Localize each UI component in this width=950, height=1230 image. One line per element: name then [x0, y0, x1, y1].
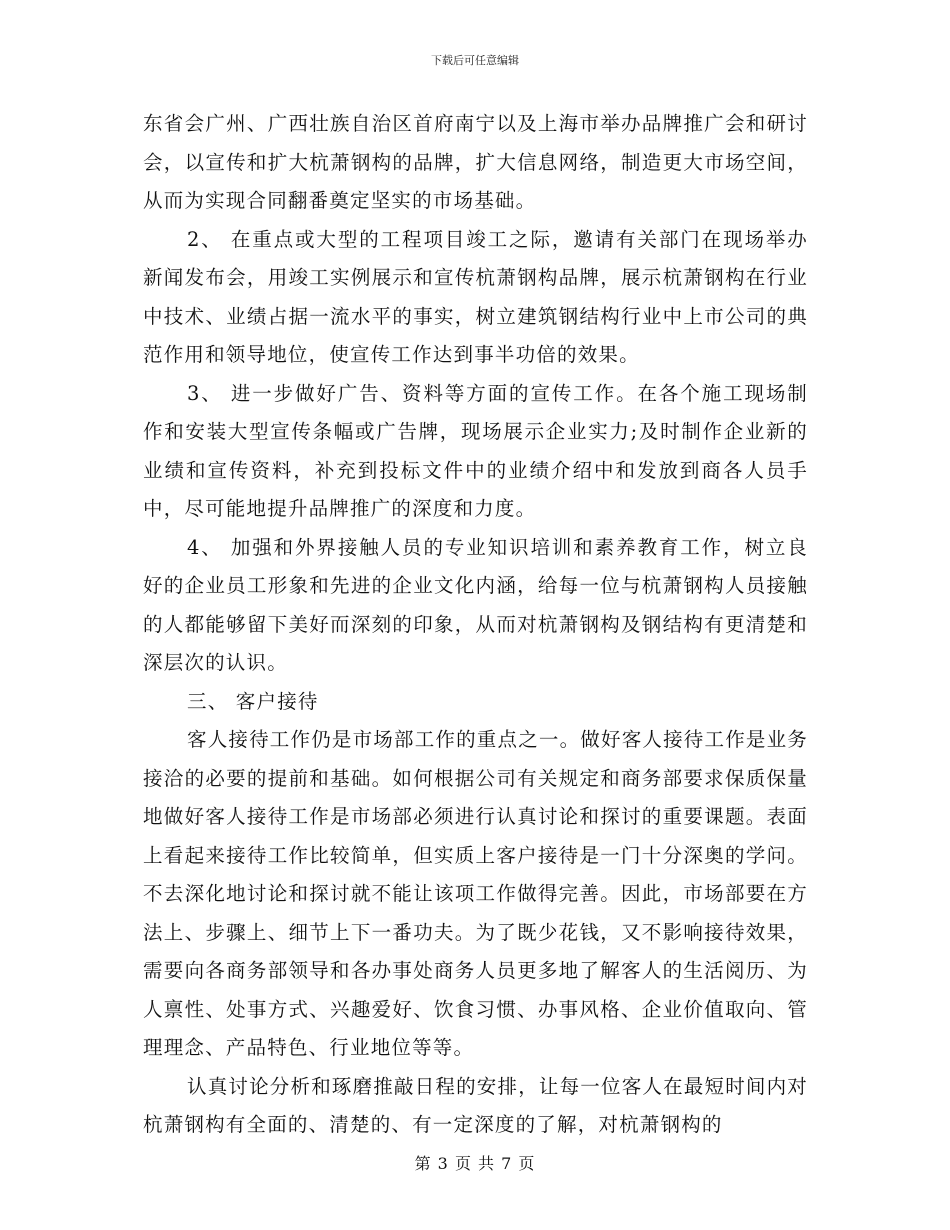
paragraph-item-4: 4、 加强和外界接触人员的专业知识培训和素养教育工作，树立良好的企业员工形象和先进的企业文化内涵，给每一位与杭萧钢构人员接触的人都能够留下美好而深刻的印象，从而对杭萧钢构及钢结构有更清楚和深层次的认识。: [143, 535, 808, 674]
paragraph-item-2: 2、 在重点或大型的工程项目竣工之际，邀请有关部门在现场举办新闻发布会，用竣工实例展示和宣传杭萧钢构品牌，展示杭萧钢构在行业中技术、业绩占据一流水平的事实，树立建筑钢结构行业中上市公司的典范作用和领导地位，使宣传工作达到事半功倍的效果。: [143, 227, 808, 366]
paragraph-continuation: 东省会广州、广西壮族自治区首府南宁以及上海市举办品牌推广会和研讨会，以宣传和扩大杭萧钢构的品牌，扩大信息网络，制造更大市场空间，从而为实现合同翻番奠定坚实的市场基础。: [143, 112, 808, 212]
paragraph-reception: 客人接待工作仍是市场部工作的重点之一。做好客人接待工作是业务接洽的必要的提前和基础。如何根据公司有关规定和商务部要求保质保量地做好客人接待工作是市场部必须进行认真讨论和探讨的重要课题。表面上看起来接待工作比较简单，但实质上客户接待是一门十分深奥的学问。不去深化地讨论和探讨就不能让该项工作做得完善。因此，市场部要在方法上、步骤上、细节上下一番功夫。为了既少花钱，又不影响接待效果，需要向各商务部领导和各办事处商务人员更多地了解客人的生活阅历、为人禀性、处事方式、兴趣爱好、饮食习惯、办事风格、企业价值取向、管理理念、产品特色、行业地位等等。: [143, 728, 809, 1059]
section-heading: 三、 客户接待: [187, 689, 319, 713]
paragraph-item-3: 3、 进一步做好广告、资料等方面的宣传工作。在各个施工现场制作和安装大型宣传条幅或广告牌，现场展示企业实力;及时制作企业新的业绩和宣传资料，补充到投标文件中的业绩介绍中和发放到商各人员手中，尽可能地提升品牌推广的深度和力度。: [143, 381, 808, 520]
page-header: 下载后可任意编辑: [431, 54, 519, 67]
page-number: 第 3 页 共 7 页: [414, 1154, 536, 1173]
paragraph-schedule: 认真讨论分析和琢磨推敲日程的安排，让每一位客人在最短时间内对杭萧钢构有全面的、清楚的、有一定深度的了解，对杭萧钢构的: [143, 1074, 809, 1136]
document-body: [143, 105, 808, 1145]
